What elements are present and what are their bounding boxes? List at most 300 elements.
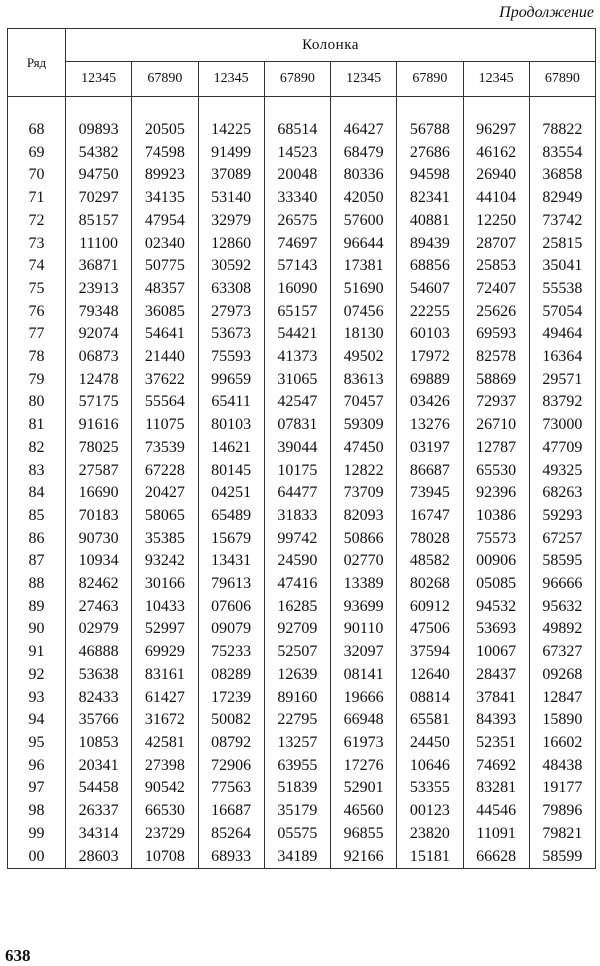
row-number-cell: 95 — [8, 732, 66, 755]
row-number-cell: 79 — [8, 369, 66, 392]
number-cell: 84393 — [463, 709, 529, 732]
row-number-cell: 91 — [8, 641, 66, 664]
number-cell: 27686 — [397, 142, 463, 165]
number-cell: 31672 — [132, 709, 198, 732]
row-number-cell: 76 — [8, 301, 66, 324]
number-cell: 24450 — [397, 732, 463, 755]
number-cell: 60912 — [397, 596, 463, 619]
number-cell: 61973 — [331, 732, 397, 755]
number-cell: 14621 — [198, 437, 264, 460]
number-cell: 12478 — [66, 369, 132, 392]
table-row — [8, 187, 596, 210]
table-row — [8, 755, 596, 778]
number-cell: 69593 — [463, 323, 529, 346]
table-row — [8, 732, 596, 755]
table-row — [8, 278, 596, 301]
number-cell: 47709 — [529, 437, 595, 460]
subcolumn-header: 67890 — [264, 62, 330, 97]
number-cell: 79896 — [529, 800, 595, 823]
table-row — [8, 823, 596, 846]
number-cell: 53140 — [198, 187, 264, 210]
table-row — [8, 460, 596, 483]
number-cell: 83161 — [132, 664, 198, 687]
number-cell: 36858 — [529, 164, 595, 187]
number-cell: 37089 — [198, 164, 264, 187]
number-cell: 67327 — [529, 641, 595, 664]
number-cell: 57600 — [331, 210, 397, 233]
number-cell: 77563 — [198, 777, 264, 800]
row-number-cell: 77 — [8, 323, 66, 346]
number-cell: 23729 — [132, 823, 198, 846]
number-cell: 12787 — [463, 437, 529, 460]
subcolumn-header: 12345 — [331, 62, 397, 97]
number-cell: 18130 — [331, 323, 397, 346]
number-cell: 31833 — [264, 505, 330, 528]
number-cell: 70457 — [331, 391, 397, 414]
random-numbers-table — [7, 28, 596, 869]
number-cell: 05085 — [463, 573, 529, 596]
table-row — [8, 528, 596, 551]
number-cell: 29571 — [529, 369, 595, 392]
number-cell: 16687 — [198, 800, 264, 823]
number-cell: 21440 — [132, 346, 198, 369]
number-cell: 85157 — [66, 210, 132, 233]
number-cell: 69929 — [132, 641, 198, 664]
number-cell: 73000 — [529, 414, 595, 437]
number-cell: 47450 — [331, 437, 397, 460]
number-cell: 75573 — [463, 528, 529, 551]
number-cell: 25626 — [463, 301, 529, 324]
number-cell: 57143 — [264, 255, 330, 278]
number-cell: 68514 — [264, 119, 330, 142]
number-cell: 51690 — [331, 278, 397, 301]
number-cell: 23820 — [397, 823, 463, 846]
number-cell: 75233 — [198, 641, 264, 664]
number-cell: 92709 — [264, 618, 330, 641]
table-row — [8, 641, 596, 664]
number-cell: 65489 — [198, 505, 264, 528]
row-number-cell: 98 — [8, 800, 66, 823]
number-cell: 12640 — [397, 664, 463, 687]
number-cell: 03197 — [397, 437, 463, 460]
number-cell: 10934 — [66, 550, 132, 573]
number-cell: 44104 — [463, 187, 529, 210]
number-cell: 35766 — [66, 709, 132, 732]
number-cell: 89439 — [397, 233, 463, 256]
number-cell: 27398 — [132, 755, 198, 778]
number-cell: 47506 — [397, 618, 463, 641]
number-cell: 54607 — [397, 278, 463, 301]
number-cell: 86687 — [397, 460, 463, 483]
row-number-cell: 00 — [8, 846, 66, 869]
row-number-cell: 94 — [8, 709, 66, 732]
number-cell: 54641 — [132, 323, 198, 346]
number-cell: 53673 — [198, 323, 264, 346]
number-cell: 08289 — [198, 664, 264, 687]
table-row — [8, 846, 596, 869]
number-cell: 09893 — [66, 119, 132, 142]
number-cell: 80336 — [331, 164, 397, 187]
table-row — [8, 709, 596, 732]
number-cell: 58065 — [132, 505, 198, 528]
table-row — [8, 323, 596, 346]
number-cell: 79613 — [198, 573, 264, 596]
table-row — [8, 255, 596, 278]
number-cell: 10067 — [463, 641, 529, 664]
row-number-cell: 87 — [8, 550, 66, 573]
number-cell: 72937 — [463, 391, 529, 414]
column-group-header: Колонка — [66, 29, 596, 62]
number-cell: 26940 — [463, 164, 529, 187]
number-cell: 16602 — [529, 732, 595, 755]
number-cell: 70183 — [66, 505, 132, 528]
number-cell: 13257 — [264, 732, 330, 755]
number-cell: 46162 — [463, 142, 529, 165]
number-cell: 32979 — [198, 210, 264, 233]
number-cell: 51839 — [264, 777, 330, 800]
number-cell: 78028 — [397, 528, 463, 551]
number-cell: 40881 — [397, 210, 463, 233]
row-number-cell: 85 — [8, 505, 66, 528]
number-cell: 66530 — [132, 800, 198, 823]
number-cell: 57054 — [529, 301, 595, 324]
number-cell: 65411 — [198, 391, 264, 414]
table-row — [8, 437, 596, 460]
number-cell: 90110 — [331, 618, 397, 641]
row-number-cell: 75 — [8, 278, 66, 301]
number-cell: 08792 — [198, 732, 264, 755]
table-row — [8, 482, 596, 505]
number-cell: 58869 — [463, 369, 529, 392]
number-cell: 48582 — [397, 550, 463, 573]
number-cell: 74598 — [132, 142, 198, 165]
table-row — [8, 164, 596, 187]
table-row — [8, 369, 596, 392]
number-cell: 72407 — [463, 278, 529, 301]
number-cell: 30166 — [132, 573, 198, 596]
number-cell: 12822 — [331, 460, 397, 483]
number-cell: 67257 — [529, 528, 595, 551]
number-cell: 73945 — [397, 482, 463, 505]
number-cell: 92074 — [66, 323, 132, 346]
number-cell: 82462 — [66, 573, 132, 596]
number-cell: 35179 — [264, 800, 330, 823]
table-row — [8, 391, 596, 414]
row-number-cell: 68 — [8, 119, 66, 142]
table-row — [8, 119, 596, 142]
number-cell: 28603 — [66, 846, 132, 869]
number-cell: 91616 — [66, 414, 132, 437]
number-cell: 15890 — [529, 709, 595, 732]
number-cell: 65581 — [397, 709, 463, 732]
number-cell: 06873 — [66, 346, 132, 369]
number-cell: 94532 — [463, 596, 529, 619]
number-cell: 13276 — [397, 414, 463, 437]
number-cell: 10646 — [397, 755, 463, 778]
number-cell: 49502 — [331, 346, 397, 369]
subcolumn-header: 12345 — [66, 62, 132, 97]
number-cell: 91499 — [198, 142, 264, 165]
number-cell: 09079 — [198, 618, 264, 641]
number-cell: 25853 — [463, 255, 529, 278]
table-row — [8, 301, 596, 324]
number-cell: 44546 — [463, 800, 529, 823]
number-cell: 50775 — [132, 255, 198, 278]
number-cell: 55538 — [529, 278, 595, 301]
table-row — [8, 777, 596, 800]
number-cell: 08814 — [397, 687, 463, 710]
number-cell: 82093 — [331, 505, 397, 528]
row-number-cell: 73 — [8, 233, 66, 256]
number-cell: 26710 — [463, 414, 529, 437]
number-cell: 53693 — [463, 618, 529, 641]
number-cell: 33340 — [264, 187, 330, 210]
number-cell: 20048 — [264, 164, 330, 187]
row-number-cell: 92 — [8, 664, 66, 687]
number-cell: 11091 — [463, 823, 529, 846]
number-cell: 80145 — [198, 460, 264, 483]
number-cell: 22795 — [264, 709, 330, 732]
number-cell: 26337 — [66, 800, 132, 823]
number-cell: 69889 — [397, 369, 463, 392]
number-cell: 16747 — [397, 505, 463, 528]
number-cell: 48438 — [529, 755, 595, 778]
number-cell: 70297 — [66, 187, 132, 210]
number-cell: 11100 — [66, 233, 132, 256]
number-cell: 22255 — [397, 301, 463, 324]
number-cell: 79821 — [529, 823, 595, 846]
number-cell: 49892 — [529, 618, 595, 641]
number-cell: 59293 — [529, 505, 595, 528]
number-cell: 58599 — [529, 846, 595, 869]
number-cell: 37841 — [463, 687, 529, 710]
number-cell: 00123 — [397, 800, 463, 823]
number-cell: 14523 — [264, 142, 330, 165]
number-cell: 02770 — [331, 550, 397, 573]
number-cell: 65530 — [463, 460, 529, 483]
number-cell: 80268 — [397, 573, 463, 596]
number-cell: 12860 — [198, 233, 264, 256]
number-cell: 10433 — [132, 596, 198, 619]
number-cell: 30592 — [198, 255, 264, 278]
number-cell: 36085 — [132, 301, 198, 324]
number-cell: 74692 — [463, 755, 529, 778]
number-cell: 99742 — [264, 528, 330, 551]
number-cell: 39044 — [264, 437, 330, 460]
row-number-cell: 86 — [8, 528, 66, 551]
number-cell: 66948 — [331, 709, 397, 732]
number-cell: 15679 — [198, 528, 264, 551]
number-cell: 75593 — [198, 346, 264, 369]
number-cell: 24590 — [264, 550, 330, 573]
number-cell: 17381 — [331, 255, 397, 278]
number-cell: 73709 — [331, 482, 397, 505]
number-cell: 12847 — [529, 687, 595, 710]
page-number: 638 — [5, 946, 31, 965]
number-cell: 12250 — [463, 210, 529, 233]
table-row — [8, 596, 596, 619]
number-cell: 35041 — [529, 255, 595, 278]
number-cell: 10386 — [463, 505, 529, 528]
number-cell: 50866 — [331, 528, 397, 551]
number-cell: 10853 — [66, 732, 132, 755]
number-cell: 82433 — [66, 687, 132, 710]
number-cell: 28437 — [463, 664, 529, 687]
number-cell: 02979 — [66, 618, 132, 641]
number-cell: 95632 — [529, 596, 595, 619]
number-cell: 48357 — [132, 278, 198, 301]
number-cell: 27973 — [198, 301, 264, 324]
number-cell: 10175 — [264, 460, 330, 483]
row-column-header: Ряд — [8, 29, 66, 97]
number-cell: 47954 — [132, 210, 198, 233]
number-cell: 82949 — [529, 187, 595, 210]
number-cell: 49325 — [529, 460, 595, 483]
subcolumn-header: 67890 — [132, 62, 198, 97]
number-cell: 68479 — [331, 142, 397, 165]
subcolumn-header: 67890 — [397, 62, 463, 97]
number-cell: 56788 — [397, 119, 463, 142]
number-cell: 50082 — [198, 709, 264, 732]
number-cell: 83281 — [463, 777, 529, 800]
number-cell: 52351 — [463, 732, 529, 755]
number-cell: 73539 — [132, 437, 198, 460]
row-number-cell: 78 — [8, 346, 66, 369]
number-cell: 34314 — [66, 823, 132, 846]
number-cell: 92166 — [331, 846, 397, 869]
number-cell: 07606 — [198, 596, 264, 619]
row-number-cell: 84 — [8, 482, 66, 505]
table-row — [8, 664, 596, 687]
row-number-cell: 90 — [8, 618, 66, 641]
number-cell: 82578 — [463, 346, 529, 369]
row-number-cell: 96 — [8, 755, 66, 778]
row-number-cell: 99 — [8, 823, 66, 846]
number-cell: 80103 — [198, 414, 264, 437]
number-cell: 28707 — [463, 233, 529, 256]
number-cell: 34135 — [132, 187, 198, 210]
number-cell: 96644 — [331, 233, 397, 256]
number-cell: 42050 — [331, 187, 397, 210]
number-cell: 89160 — [264, 687, 330, 710]
table-row — [8, 573, 596, 596]
number-cell: 07456 — [331, 301, 397, 324]
row-number-cell: 80 — [8, 391, 66, 414]
number-cell: 94598 — [397, 164, 463, 187]
row-number-cell: 72 — [8, 210, 66, 233]
number-cell: 19666 — [331, 687, 397, 710]
row-number-cell: 97 — [8, 777, 66, 800]
table-row — [8, 687, 596, 710]
number-cell: 23913 — [66, 278, 132, 301]
number-cell: 08141 — [331, 664, 397, 687]
number-cell: 20341 — [66, 755, 132, 778]
subcolumn-header: 12345 — [198, 62, 264, 97]
number-cell: 96666 — [529, 573, 595, 596]
subcolumn-header: 12345 — [463, 62, 529, 97]
number-cell: 32097 — [331, 641, 397, 664]
number-cell: 68856 — [397, 255, 463, 278]
row-number-cell: 71 — [8, 187, 66, 210]
number-cell: 04251 — [198, 482, 264, 505]
row-number-cell: 88 — [8, 573, 66, 596]
number-cell: 12639 — [264, 664, 330, 687]
number-cell: 74697 — [264, 233, 330, 256]
subcolumn-header: 67890 — [529, 62, 595, 97]
table-row — [8, 800, 596, 823]
number-cell: 90542 — [132, 777, 198, 800]
number-cell: 14225 — [198, 119, 264, 142]
number-cell: 27587 — [66, 460, 132, 483]
number-cell: 83613 — [331, 369, 397, 392]
number-cell: 92396 — [463, 482, 529, 505]
number-cell: 66628 — [463, 846, 529, 869]
number-cell: 17239 — [198, 687, 264, 710]
number-cell: 31065 — [264, 369, 330, 392]
number-cell: 67228 — [132, 460, 198, 483]
row-number-cell: 83 — [8, 460, 66, 483]
number-cell: 52507 — [264, 641, 330, 664]
table-row — [8, 233, 596, 256]
number-cell: 52997 — [132, 618, 198, 641]
number-cell: 46427 — [331, 119, 397, 142]
number-cell: 63308 — [198, 278, 264, 301]
table-row — [8, 346, 596, 369]
number-cell: 93242 — [132, 550, 198, 573]
number-cell: 25815 — [529, 233, 595, 256]
number-cell: 36871 — [66, 255, 132, 278]
number-cell: 61427 — [132, 687, 198, 710]
table-row — [8, 618, 596, 641]
number-cell: 17972 — [397, 346, 463, 369]
number-cell: 59309 — [331, 414, 397, 437]
row-number-cell: 89 — [8, 596, 66, 619]
number-cell: 99659 — [198, 369, 264, 392]
number-cell: 02340 — [132, 233, 198, 256]
number-cell: 57175 — [66, 391, 132, 414]
number-cell: 96855 — [331, 823, 397, 846]
number-cell: 49464 — [529, 323, 595, 346]
number-cell: 16090 — [264, 278, 330, 301]
number-cell: 26575 — [264, 210, 330, 233]
row-number-cell: 74 — [8, 255, 66, 278]
number-cell: 78822 — [529, 119, 595, 142]
number-cell: 68263 — [529, 482, 595, 505]
number-cell: 34189 — [264, 846, 330, 869]
table-row — [8, 550, 596, 573]
number-cell: 20505 — [132, 119, 198, 142]
number-cell: 41373 — [264, 346, 330, 369]
number-cell: 37594 — [397, 641, 463, 664]
number-cell: 85264 — [198, 823, 264, 846]
number-cell: 72906 — [198, 755, 264, 778]
number-cell: 07831 — [264, 414, 330, 437]
table-row — [8, 142, 596, 165]
table-row — [8, 505, 596, 528]
number-cell: 54382 — [66, 142, 132, 165]
number-cell: 78025 — [66, 437, 132, 460]
number-cell: 16364 — [529, 346, 595, 369]
number-cell: 53355 — [397, 777, 463, 800]
number-cell: 64477 — [264, 482, 330, 505]
number-cell: 42547 — [264, 391, 330, 414]
number-cell: 10708 — [132, 846, 198, 869]
number-cell: 83792 — [529, 391, 595, 414]
number-cell: 13389 — [331, 573, 397, 596]
number-cell: 27463 — [66, 596, 132, 619]
row-number-cell: 69 — [8, 142, 66, 165]
number-cell: 65157 — [264, 301, 330, 324]
